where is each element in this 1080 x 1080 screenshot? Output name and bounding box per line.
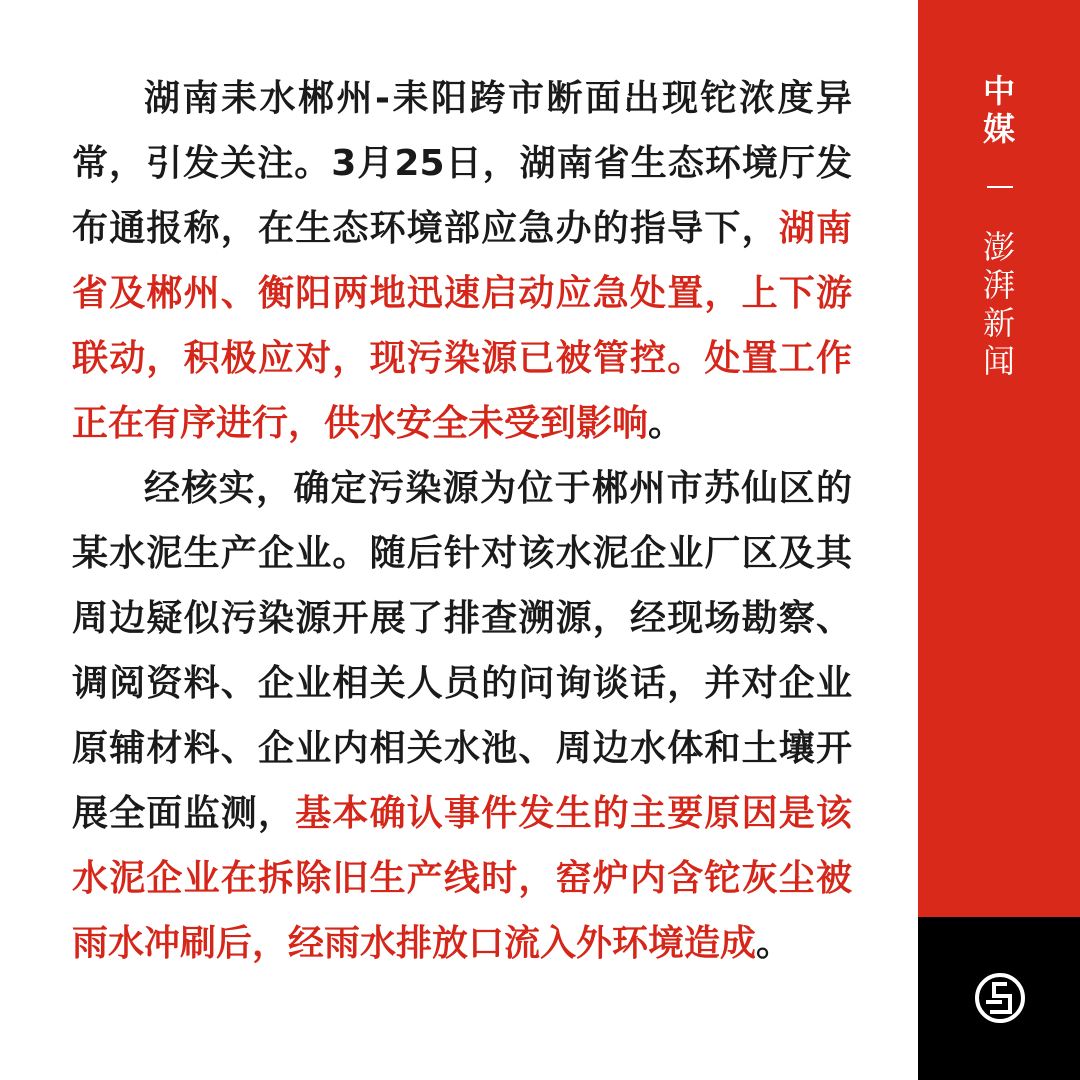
brand-bottom-char: 新: [982, 304, 1015, 342]
paragraph-1: [72, 66, 852, 456]
brand-label-bottom: [918, 228, 1080, 380]
brand-label-top: [918, 72, 1080, 148]
paragraph-1-highlight: 湖南省及郴州、衡阳两地迅速启动应急处置，上下游联动，积极应对，现污染源已被管控。处置工作正在有序进行，供水安全未受到影响: [72, 208, 852, 444]
brand-top-char: 中: [982, 72, 1015, 110]
paper-logo-icon: [974, 972, 1026, 1024]
brand-bottom-char: 湃: [982, 266, 1015, 304]
article-body: [72, 66, 852, 976]
paragraph-1-text-a: 湖南耒水郴州-耒阳跨市断面出现铊浓度异常，引发关注。3月25日，湖南省生态环境厅发布通报称，在生态环境部应急办的指导下，: [72, 78, 852, 249]
brand-bottom-char: 闻: [982, 342, 1015, 380]
paragraph-2-highlight: 基本确认事件发生的主要原因是该水泥企业在拆除旧生产线时，窑炉内含铊灰尘被雨水冲刷后，经雨水排放口流入外环境造成: [72, 793, 852, 964]
brand-bottom-char: 澎: [982, 228, 1015, 266]
paragraph-1-text-b: 。: [648, 403, 685, 444]
paragraph-2-text-b: 。: [756, 923, 793, 964]
brand-divider: [987, 186, 1013, 188]
logo-panel: [918, 917, 1080, 1080]
brand-top-char: 媒: [982, 110, 1015, 148]
paragraph-2: [72, 456, 852, 976]
paragraph-2-text-a: 经核实，确定污染源为位于郴州市苏仙区的某水泥生产企业。随后针对该水泥企业厂区及其周边疑似污染源开展了排查溯源，经现场勘察、调阅资料、企业相关人员的问询谈话，并对企业原辅材料、企业内相关水池、周边水体和土壤开展全面监测，: [72, 468, 852, 834]
brand-sidebar: [918, 0, 1080, 917]
